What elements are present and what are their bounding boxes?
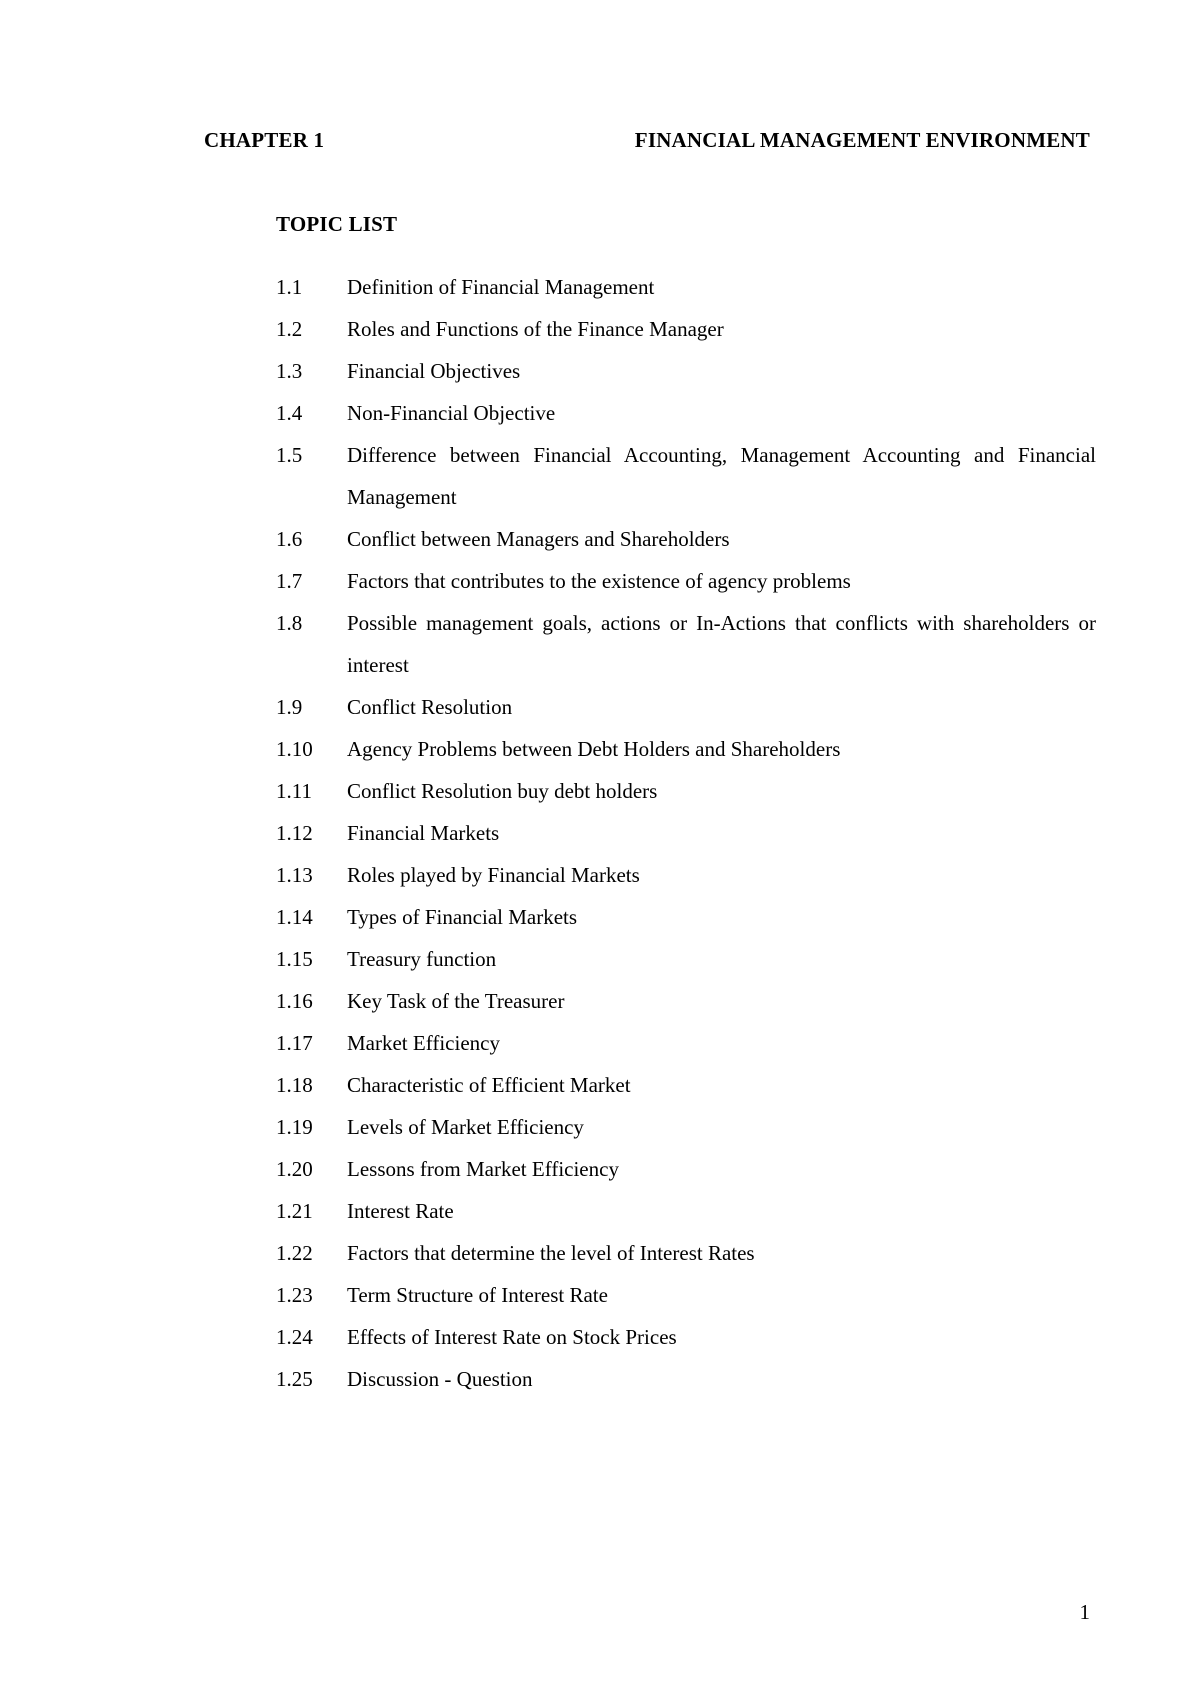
topic-text: Conflict Resolution [347, 695, 513, 719]
topic-item [276, 1232, 1096, 1274]
topic-number: 1.11 [276, 779, 312, 803]
topic-item [276, 812, 1096, 854]
topic-number: 1.19 [276, 1115, 313, 1139]
topic-text: Agency Problems between Debt Holders and Shareholders [347, 737, 841, 761]
topic-item [276, 1358, 1096, 1400]
topic-text: Factors that determine the level of Interest Rates [347, 1241, 755, 1265]
topic-item [276, 1316, 1096, 1358]
topic-list [276, 266, 1096, 1400]
topic-number: 1.13 [276, 863, 313, 887]
topic-item [276, 686, 1096, 728]
topic-number: 1.1 [276, 275, 303, 299]
topic-item [276, 854, 1096, 896]
topic-number: 1.4 [276, 401, 303, 425]
topic-item [276, 938, 1096, 980]
chapter-label: CHAPTER 1 [204, 128, 325, 152]
topic-text: Roles played by Financial Markets [347, 863, 640, 887]
topic-number: 1.5 [276, 443, 303, 467]
topic-item [276, 266, 1096, 308]
page-number: 1 [1079, 1600, 1090, 1624]
topic-number: 1.3 [276, 359, 303, 383]
topic-text: Key Task of the Treasurer [347, 989, 565, 1013]
chapter-title: FINANCIAL MANAGEMENT ENVIRONMENT [634, 128, 1090, 152]
topic-number: 1.12 [276, 821, 313, 845]
topic-text: Financial Markets [347, 821, 500, 845]
topic-text: Financial Objectives [347, 359, 521, 383]
topic-item [276, 602, 1096, 686]
topic-item [276, 728, 1096, 770]
topic-item [276, 896, 1096, 938]
topic-text: Effects of Interest Rate on Stock Prices [347, 1325, 677, 1349]
topic-number: 1.2 [276, 317, 303, 341]
topic-item [276, 518, 1096, 560]
topic-number: 1.8 [276, 611, 303, 635]
topic-item [276, 1274, 1096, 1316]
topic-text: Characteristic of Efficient Market [347, 1073, 631, 1097]
topic-text: Conflict Resolution buy debt holders [347, 779, 658, 803]
topic-number: 1.15 [276, 947, 313, 971]
topic-item [276, 1148, 1096, 1190]
topic-number: 1.7 [276, 569, 303, 593]
topic-item [276, 980, 1096, 1022]
topic-item [276, 392, 1096, 434]
topic-text: Possible management goals, actions or In-Actions that conflicts with shareholders or interest [347, 611, 1096, 677]
topic-item [276, 1106, 1096, 1148]
topic-item [276, 350, 1096, 392]
topic-text: Types of Financial Markets [347, 905, 578, 929]
topic-text: Market Efficiency [347, 1031, 500, 1055]
topic-text: Treasury function [347, 947, 497, 971]
topic-text: Discussion - Question [347, 1367, 533, 1391]
topic-text: Term Structure of Interest Rate [347, 1283, 608, 1307]
topic-number: 1.23 [276, 1283, 313, 1307]
topic-text: Roles and Functions of the Finance Manager [347, 317, 724, 341]
topic-number: 1.18 [276, 1073, 313, 1097]
topic-item [276, 1190, 1096, 1232]
topic-text: Interest Rate [347, 1199, 454, 1223]
topic-number: 1.24 [276, 1325, 313, 1349]
topic-number: 1.9 [276, 695, 303, 719]
topic-number: 1.10 [276, 737, 313, 761]
topic-item [276, 1064, 1096, 1106]
topic-number: 1.14 [276, 905, 313, 929]
topic-text: Lessons from Market Efficiency [347, 1157, 619, 1181]
topic-text: Non-Financial Objective [347, 401, 556, 425]
topic-item [276, 1022, 1096, 1064]
topic-text: Difference between Financial Accounting, Management Accounting and Financial Management [347, 443, 1096, 509]
topic-number: 1.22 [276, 1241, 313, 1265]
topic-number: 1.16 [276, 989, 313, 1013]
topic-number: 1.6 [276, 527, 303, 551]
topic-number: 1.20 [276, 1157, 313, 1181]
topic-number: 1.25 [276, 1367, 313, 1391]
topic-item [276, 434, 1096, 518]
topic-list-heading: TOPIC LIST [276, 212, 398, 236]
topic-text: Levels of Market Efficiency [347, 1115, 584, 1139]
topic-text: Conflict between Managers and Shareholders [347, 527, 730, 551]
topic-number: 1.17 [276, 1031, 313, 1055]
topic-text: Definition of Financial Management [347, 275, 655, 299]
topic-text: Factors that contributes to the existence of agency problems [347, 569, 851, 593]
topic-item [276, 770, 1096, 812]
topic-number: 1.21 [276, 1199, 313, 1223]
topic-item [276, 560, 1096, 602]
topic-item [276, 308, 1096, 350]
